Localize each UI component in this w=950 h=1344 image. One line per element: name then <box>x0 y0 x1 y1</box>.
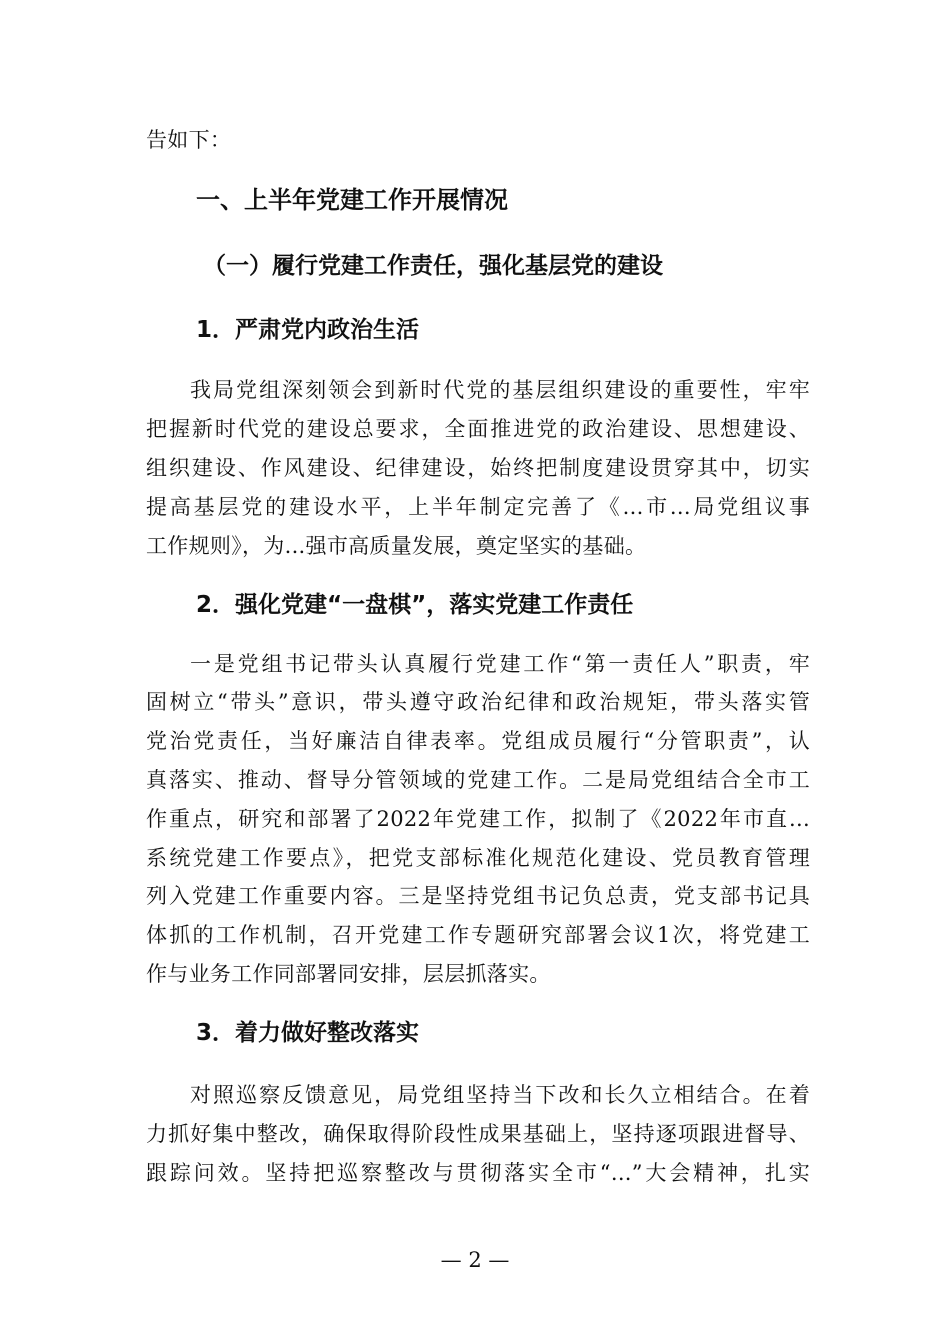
item-1-heading: 1．严肃党内政治生活 <box>196 317 420 343</box>
item-3-heading: 3．着力做好整改落实 <box>196 1020 420 1046</box>
paragraph-line: 把握新时代党的建设总要求，全面推进党的政治建设、思想建设、 <box>146 417 810 441</box>
paragraph-line: 列入党建工作重要内容。三是坚持党组书记负总责，党支部书记具 <box>146 884 810 908</box>
paragraph-line: 跟踪问效。坚持把巡察整改与贯彻落实全市“...”大会精神，扎实 <box>146 1161 810 1185</box>
page-number: — 2 — <box>440 1248 510 1272</box>
paragraph-line: 真落实、推动、督导分管领域的党建工作。二是局党组结合全市工 <box>146 768 810 792</box>
paragraph-line: 作与业务工作同部署同安排，层层抓落实。 <box>146 962 551 986</box>
paragraph-line: 党治党责任，当好廉洁自律表率。党组成员履行“分管职责”，认 <box>146 729 810 753</box>
section-heading: 一、上半年党建工作开展情况 <box>196 186 508 214</box>
paragraph-line: 固树立“带头”意识，带头遵守政治纪律和政治规矩，带头落实管 <box>146 690 810 714</box>
paragraph-line: 提高基层党的建设水平，上半年制定完善了《...市...局党组议事 <box>146 495 810 519</box>
paragraph-line: 作重点，研究和部署了2022年党建工作，拟制了《2022年市直... <box>146 807 810 831</box>
paragraph-line: 系统党建工作要点》，把党支部标准化规范化建设、党员教育管理 <box>146 846 810 870</box>
paragraph-line: 体抓的工作机制，召开党建工作专题研究部署会议1次，将党建工 <box>146 923 810 947</box>
paragraph-line: 一是党组书记带头认真履行党建工作“第一责任人”职责，牢 <box>190 652 810 676</box>
subsection-heading: （一）履行党建工作责任，强化基层党的建设 <box>203 253 663 279</box>
paragraph-line: 工作规则》，为...强市高质量发展，奠定坚实的基础。 <box>146 534 647 558</box>
paragraph-line: 力抓好集中整改，确保取得阶段性成果基础上，坚持逐项跟进督导、 <box>146 1122 810 1146</box>
paragraph-line: 我局党组深刻领会到新时代党的基层组织建设的重要性，牢牢 <box>190 378 810 402</box>
intro-line: 告如下： <box>146 128 232 152</box>
item-2-heading: 2．强化党建“一盘棋”，落实党建工作责任 <box>196 592 634 618</box>
paragraph-line: 组织建设、作风建设、纪律建设，始终把制度建设贯穿其中，切实 <box>146 456 810 480</box>
paragraph-line: 对照巡察反馈意见，局党组坚持当下改和长久立相结合。在着 <box>190 1083 810 1107</box>
